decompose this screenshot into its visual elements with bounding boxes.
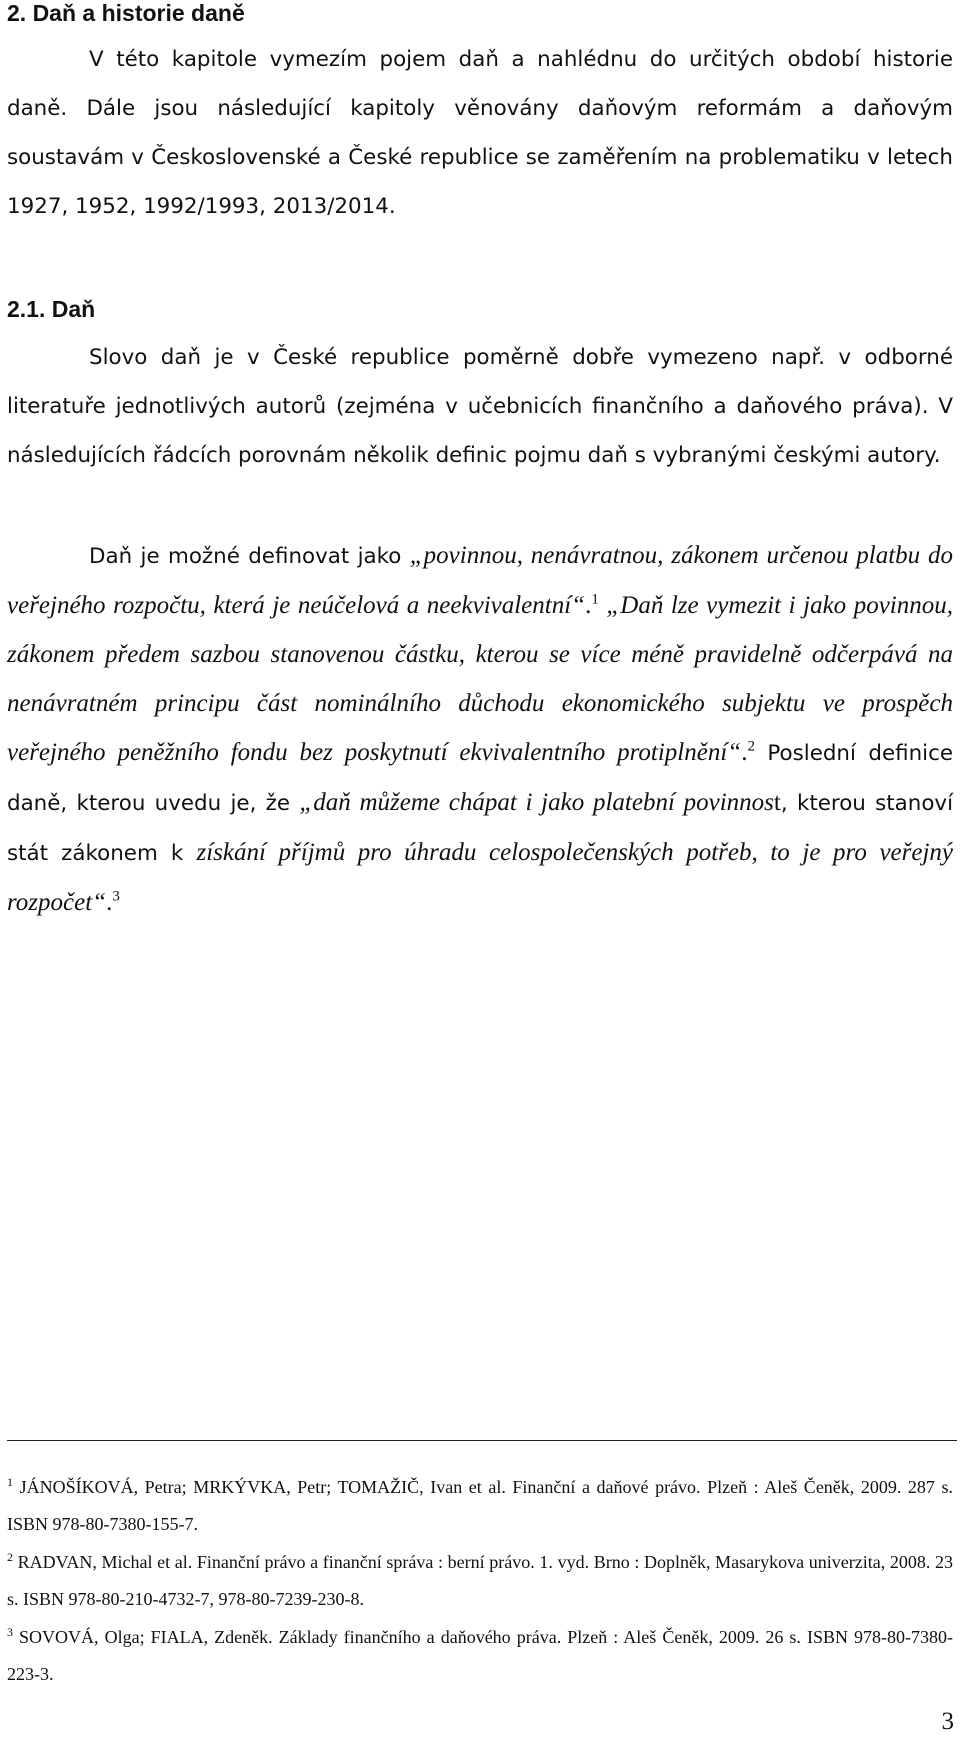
footnote-2-number: 2 bbox=[7, 1550, 13, 1564]
quote-definition-3a: „daň můžeme chápat i jako platební povinnos bbox=[299, 789, 774, 816]
footnote-2-text: RADVAN, Michal et al. Finanční právo a finanční správa : berní právo. 1. vyd. Brno : Doplněk, Masarykova univerzita, 2008. 23 s. ISBN 978-80-210-4732-7, 978-80-7239-230-8. bbox=[7, 1552, 954, 1609]
definitions-paragraph: Daň je možné definovat jako „povinnou, nenávratnou, zákonem určenou platbu do veřejného rozpočtu, která je neúčelová a neekvivalentní“.$^1$ „Daň lze vymezit i jako povinnou, zákonem předem sazbou stanovenou částku, kterou se více méně pravidelně odčerpává na nenávratném principu část nominálního důchodu ekonomického subjektu ve prospěch veřejného peněžního fondu bez poskytnutí ekvivalentního protiplnění“.$^2$ Poslední definice daně, kterou uvedu je, že „daň můžeme chápat i jako platební povinnost, kterou stanoví stát zákonem k získání příjmů pro úhradu celospolečenských potřeb, to je pro veřejný rozpočet“.$^3$ bbox=[7, 542, 954, 916]
definition-middle-2: , kterou stanoví stát zákonem k bbox=[7, 791, 954, 866]
footnote-1-number: 1 bbox=[7, 1475, 13, 1489]
footnote-ref-1: 1 bbox=[591, 591, 599, 608]
intro-paragraph bbox=[7, 35, 953, 231]
definition-lead: Daň je možné definovat jako bbox=[89, 544, 410, 569]
footnote-3-text: SOVOVÁ, Olga; FIALA, Zdeněk. Základy finančního a daňového práva. Plzeň : Aleš Čeněk, 2009. 26 s. ISBN 978-80-7380-223-3. bbox=[7, 1627, 953, 1684]
section-heading: 2.1. Daň bbox=[7, 296, 96, 322]
footnote-3-number: 3 bbox=[7, 1625, 13, 1639]
definition-middle: Poslední definice daně, kterou uvedu je, že bbox=[7, 741, 954, 816]
definition-intro-paragraph bbox=[7, 333, 953, 480]
footnote-3 bbox=[7, 1619, 953, 1693]
quote-definition-3-letter: t bbox=[773, 789, 781, 816]
chapter-heading: 2. Daň a historie daně bbox=[7, 0, 245, 26]
footnote-ref-3: 3 bbox=[112, 888, 120, 905]
intro-text: V této kapitole vymezím pojem daň a nahlédnu do určitých období historie daně. Dále jsou následující kapitoly věnovány daňovým reformám a daňovým soustavám v Československé a České republice se zaměřením na problematiku v letech 1927, 1952, 1992/1993, 2013/2014. bbox=[7, 47, 953, 219]
quote-definition-2: „Daň lze vymezit i jako povinnou, zákonem předem sazbou stanovenou částku, kterou se více méně pravidelně odčerpává na nenávratném principu část nominálního důchodu ekonomického subjektu ve prospěch veřejného peněžního fondu bez poskytnutí ekvivalentního protiplnění“ bbox=[7, 592, 953, 766]
definition-intro-text: Slovo daň je v České republice poměrně dobře vymezeno např. v odborné literatuře jednotlivých autorů (zejména v učebnicích finančního a daňového práva). V následujících řádcích porovnám několik definic pojmu daň s vybranými českými autory. bbox=[7, 345, 953, 468]
footnote-2 bbox=[7, 1544, 953, 1618]
footnote-divider bbox=[7, 1440, 957, 1441]
quote-definition-3b: získání příjmů pro úhradu celospolečenských potřeb, to je pro veřejný rozpočet“ bbox=[7, 839, 953, 916]
footnote-1-text: JÁNOŠÍKOVÁ, Petra; MRKÝVKA, Petr; TOMAŽIČ, Ivan et al. Finanční a daňové právo. Plzeň : Aleš Čeněk, 2009. 287 s. ISBN 978-80-7380-155-7. bbox=[7, 1477, 953, 1534]
quote-definition-1: „povinnou, nenávratnou, zákonem určenou platbu do veřejného rozpočtu, která je neúčelová a neekvivalentní“ bbox=[7, 542, 953, 619]
footnote-ref-2: 2 bbox=[747, 738, 755, 755]
page-number: 3 bbox=[941, 1708, 954, 1735]
footnote-1 bbox=[7, 1469, 953, 1543]
